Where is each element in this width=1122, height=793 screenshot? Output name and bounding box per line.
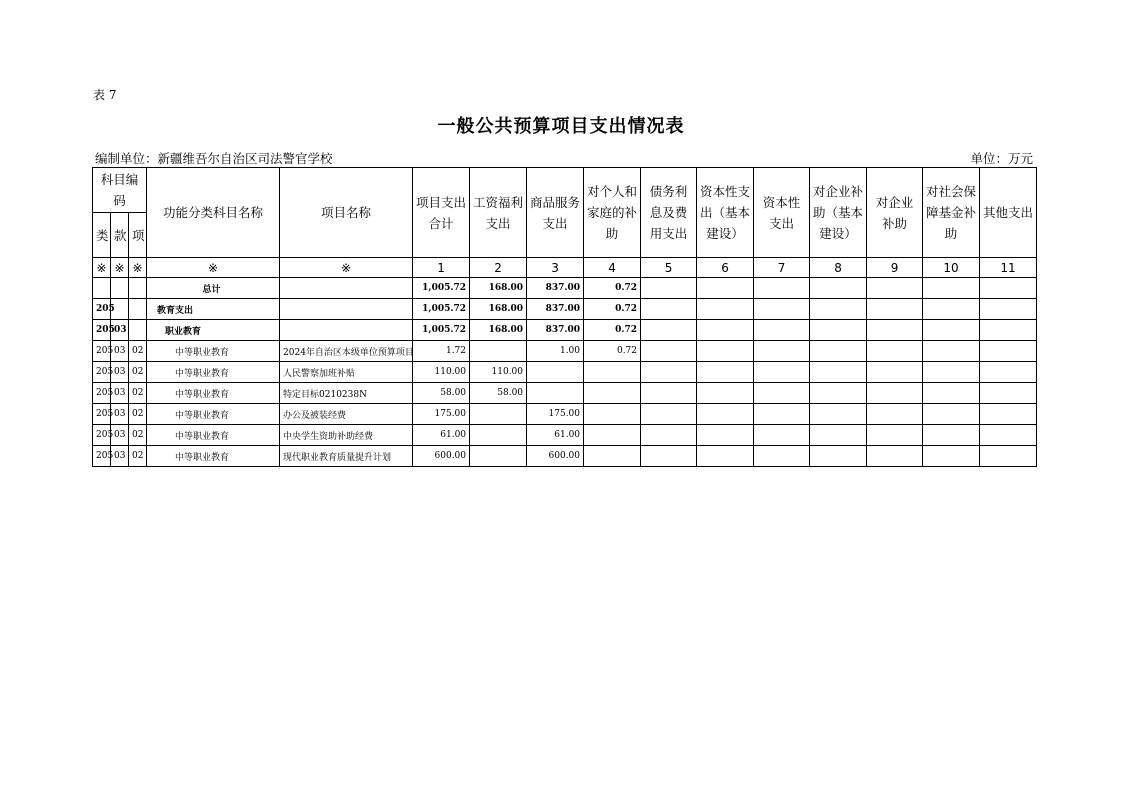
amount-cell — [980, 299, 1037, 320]
table-row — [93, 362, 1037, 383]
amount-cell: 600.00 — [527, 446, 584, 467]
amount-cell — [980, 383, 1037, 404]
amount-cell — [923, 383, 980, 404]
amount-cell — [810, 341, 867, 362]
table-row — [93, 320, 1037, 341]
kuan-cell: 03 — [111, 320, 129, 341]
amount-cell — [641, 341, 697, 362]
amount-cell: 61.00 — [413, 425, 470, 446]
index-mark: ※ — [111, 258, 129, 278]
amount-cell — [980, 362, 1037, 383]
func-name-cell: 总计 — [147, 278, 280, 299]
table-row — [93, 299, 1037, 320]
index-row — [93, 258, 1037, 278]
amount-cell: 0.72 — [584, 278, 641, 299]
amount-cell — [527, 362, 584, 383]
lei-cell: 205 — [93, 446, 111, 467]
amount-cell — [754, 320, 810, 341]
amount-cell — [923, 278, 980, 299]
amount-cell — [923, 362, 980, 383]
amount-cell — [810, 383, 867, 404]
col-header-9: 对企业补助 — [867, 168, 923, 258]
col-header-6: 资本性支出（基本建设） — [697, 168, 754, 258]
amount-cell — [754, 404, 810, 425]
table-row — [93, 383, 1037, 404]
col-header-7: 资本性支出 — [754, 168, 810, 258]
col-header-8: 对企业补助（基本建设） — [810, 168, 867, 258]
index-number: 7 — [754, 258, 810, 278]
amount-cell — [470, 425, 527, 446]
project-name-cell — [280, 278, 413, 299]
lei-cell: 205 — [93, 404, 111, 425]
col-header-3: 商品服务支出 — [527, 168, 584, 258]
amount-cell — [641, 278, 697, 299]
func-name-cell: 中等职业教育 — [147, 383, 280, 404]
amount-cell — [810, 446, 867, 467]
project-name-cell: 人民警察加班补贴 — [280, 362, 413, 383]
func-name-cell: 教育支出 — [147, 299, 280, 320]
func-name-cell: 中等职业教育 — [147, 362, 280, 383]
amount-cell — [470, 404, 527, 425]
index-mark: ※ — [129, 258, 147, 278]
xiang-cell: 02 — [129, 446, 147, 467]
amount-cell — [810, 278, 867, 299]
amount-cell: 600.00 — [413, 446, 470, 467]
amount-cell — [980, 446, 1037, 467]
table-row — [93, 446, 1037, 467]
amount-cell — [641, 404, 697, 425]
index-number: 11 — [980, 258, 1037, 278]
budget-table — [92, 167, 1037, 467]
lei-cell: 205 — [93, 425, 111, 446]
lei-cell: 205 — [93, 341, 111, 362]
col-header-11: 其他支出 — [980, 168, 1037, 258]
kuan-cell: 03 — [111, 404, 129, 425]
kuan-cell — [111, 278, 129, 299]
func-name-cell: 职业教育 — [147, 320, 280, 341]
project-name-header: 项目名称 — [280, 168, 413, 258]
index-number: 4 — [584, 258, 641, 278]
amount-cell: 1.72 — [413, 341, 470, 362]
amount-cell — [810, 320, 867, 341]
unit-label: 单位：万元 — [970, 151, 1033, 166]
amount-cell: 837.00 — [527, 320, 584, 341]
amount-cell — [754, 278, 810, 299]
lei-cell: 205 — [93, 320, 111, 341]
lei-cell — [93, 278, 111, 299]
amount-cell — [754, 425, 810, 446]
amount-cell — [641, 446, 697, 467]
amount-cell — [923, 299, 980, 320]
amount-cell — [584, 425, 641, 446]
amount-cell — [867, 362, 923, 383]
amount-cell — [980, 278, 1037, 299]
func-name-header: 功能分类科目名称 — [147, 168, 280, 258]
amount-cell: 168.00 — [470, 299, 527, 320]
func-name-cell: 中等职业教育 — [147, 446, 280, 467]
amount-cell — [754, 383, 810, 404]
table-row — [93, 278, 1037, 299]
col-header-5: 债务利息及费用支出 — [641, 168, 697, 258]
amount-cell: 0.72 — [584, 341, 641, 362]
amount-cell: 110.00 — [470, 362, 527, 383]
amount-cell — [754, 299, 810, 320]
amount-cell — [641, 383, 697, 404]
index-number: 2 — [470, 258, 527, 278]
index-mark: ※ — [280, 258, 413, 278]
kuan-cell: 03 — [111, 341, 129, 362]
amount-cell — [923, 446, 980, 467]
amount-cell — [754, 362, 810, 383]
amount-cell — [810, 299, 867, 320]
amount-cell — [980, 425, 1037, 446]
amount-cell — [867, 425, 923, 446]
amount-cell — [923, 320, 980, 341]
amount-cell — [697, 446, 754, 467]
col-header-2: 工资福利支出 — [470, 168, 527, 258]
org-label: 编制单位：新疆维吾尔自治区司法警官学校 — [95, 151, 333, 166]
xiang-cell — [129, 299, 147, 320]
index-number: 5 — [641, 258, 697, 278]
amount-cell: 61.00 — [527, 425, 584, 446]
amount-cell — [470, 341, 527, 362]
amount-cell — [923, 425, 980, 446]
amount-cell: 58.00 — [470, 383, 527, 404]
index-number: 3 — [527, 258, 584, 278]
project-name-cell: 2024年自治区本级单位预算项目 — [280, 341, 413, 362]
amount-cell — [697, 425, 754, 446]
project-name-cell: 办公及被装经费 — [280, 404, 413, 425]
project-name-cell: 中央学生资助补助经费 — [280, 425, 413, 446]
index-mark: ※ — [147, 258, 280, 278]
col-header-1: 项目支出合计 — [413, 168, 470, 258]
amount-cell: 58.00 — [413, 383, 470, 404]
amount-cell: 1,005.72 — [413, 320, 470, 341]
index-number: 6 — [697, 258, 754, 278]
amount-cell — [754, 341, 810, 362]
amount-cell — [697, 299, 754, 320]
kuan-cell: 03 — [111, 383, 129, 404]
project-name-cell: 特定目标0210238N — [280, 383, 413, 404]
amount-cell — [584, 383, 641, 404]
amount-cell — [641, 425, 697, 446]
lei-cell: 205 — [93, 362, 111, 383]
amount-cell: 168.00 — [470, 320, 527, 341]
amount-cell — [923, 404, 980, 425]
index-number: 1 — [413, 258, 470, 278]
project-name-cell — [280, 299, 413, 320]
amount-cell — [641, 320, 697, 341]
amount-cell — [697, 320, 754, 341]
table-row — [93, 425, 1037, 446]
page-title: 一般公共预算项目支出情况表 — [437, 116, 685, 137]
kuan-cell: 03 — [111, 425, 129, 446]
page-label: 表 7 — [93, 88, 117, 102]
amount-cell — [867, 299, 923, 320]
index-number: 9 — [867, 258, 923, 278]
amount-cell — [867, 341, 923, 362]
lei-cell: 205 — [93, 299, 111, 320]
index-number: 8 — [810, 258, 867, 278]
kuan-header: 款 — [111, 213, 129, 258]
amount-cell — [810, 404, 867, 425]
xiang-cell: 02 — [129, 362, 147, 383]
xiang-header: 项 — [129, 213, 147, 258]
index-number: 10 — [923, 258, 980, 278]
amount-cell — [810, 425, 867, 446]
amount-cell — [867, 383, 923, 404]
lei-header: 类 — [93, 213, 111, 258]
xiang-cell: 02 — [129, 383, 147, 404]
index-mark: ※ — [93, 258, 111, 278]
xiang-cell: 02 — [129, 341, 147, 362]
kuan-cell: 03 — [111, 446, 129, 467]
amount-cell — [584, 446, 641, 467]
amount-cell: 837.00 — [527, 299, 584, 320]
table-row — [93, 404, 1037, 425]
amount-cell — [867, 446, 923, 467]
amount-cell — [867, 278, 923, 299]
col-header-10: 对社会保障基金补助 — [923, 168, 980, 258]
header-row — [93, 168, 1037, 213]
table-row — [93, 341, 1037, 362]
amount-cell — [754, 446, 810, 467]
amount-cell — [584, 404, 641, 425]
amount-cell: 837.00 — [527, 278, 584, 299]
xiang-cell: 02 — [129, 404, 147, 425]
amount-cell — [584, 362, 641, 383]
amount-cell: 110.00 — [413, 362, 470, 383]
amount-cell — [697, 341, 754, 362]
amount-cell: 175.00 — [413, 404, 470, 425]
amount-cell — [697, 278, 754, 299]
amount-cell — [697, 362, 754, 383]
code-group-header: 科目编码 — [93, 168, 147, 213]
amount-cell — [641, 362, 697, 383]
amount-cell — [980, 404, 1037, 425]
xiang-cell — [129, 278, 147, 299]
amount-cell: 0.72 — [584, 299, 641, 320]
amount-cell — [810, 362, 867, 383]
amount-cell — [641, 299, 697, 320]
amount-cell — [867, 404, 923, 425]
amount-cell — [923, 341, 980, 362]
amount-cell — [980, 320, 1037, 341]
amount-cell — [867, 320, 923, 341]
func-name-cell: 中等职业教育 — [147, 425, 280, 446]
amount-cell: 175.00 — [527, 404, 584, 425]
amount-cell: 1,005.72 — [413, 299, 470, 320]
amount-cell — [697, 383, 754, 404]
project-name-cell — [280, 320, 413, 341]
amount-cell: 168.00 — [470, 278, 527, 299]
xiang-cell: 02 — [129, 425, 147, 446]
func-name-cell: 中等职业教育 — [147, 341, 280, 362]
amount-cell: 1.00 — [527, 341, 584, 362]
amount-cell — [980, 341, 1037, 362]
lei-cell: 205 — [93, 383, 111, 404]
project-name-cell: 现代职业教育质量提升计划 — [280, 446, 413, 467]
amount-cell — [697, 404, 754, 425]
amount-cell: 1,005.72 — [413, 278, 470, 299]
kuan-cell: 03 — [111, 362, 129, 383]
amount-cell — [527, 383, 584, 404]
amount-cell: 0.72 — [584, 320, 641, 341]
col-header-4: 对个人和家庭的补助 — [584, 168, 641, 258]
amount-cell — [470, 446, 527, 467]
xiang-cell — [129, 320, 147, 341]
func-name-cell: 中等职业教育 — [147, 404, 280, 425]
